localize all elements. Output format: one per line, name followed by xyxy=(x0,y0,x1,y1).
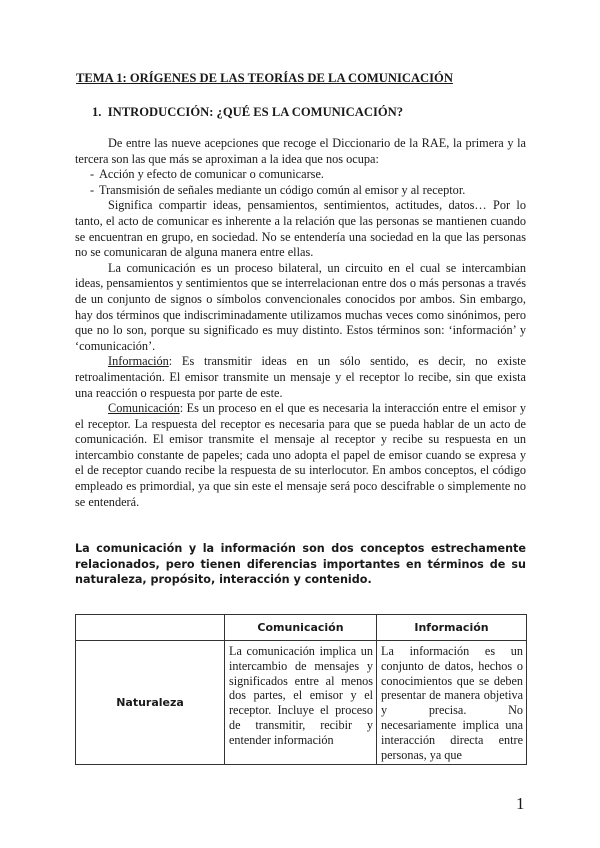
table-row xyxy=(76,641,527,765)
table-header-informacion: Información xyxy=(377,615,527,641)
term-informacion: Información xyxy=(108,354,169,369)
section-number: 1. xyxy=(92,105,102,119)
paragraph-sharing: Significa compartir ideas, pensamientos, sentimientos, actitudes, datos… Por lo tanto, el acto de comunicar es inherente a la relación que las personas se mantienen cuando se encuentran en grupo, en sociedad. No se entendería una sociedad en la que las personas no se comunicaran de alguna manera entre ellas. xyxy=(75,198,526,260)
cell-text: La comunicación implica un intercambio de mensajes y significados entre al menos dos partes, el emisor y el receptor. Incluye el proceso de transmitir, recibir y entender información xyxy=(229,644,373,747)
table-header-comunicacion: Comunicación xyxy=(225,615,377,641)
page-number: 1 xyxy=(516,794,525,813)
cell-comunicacion xyxy=(225,641,377,765)
row-label-naturaleza: Naturaleza xyxy=(76,641,225,765)
list-item: - Transmisión de señales mediante un código común al emisor y al receptor. xyxy=(90,182,466,197)
table-header-empty xyxy=(76,615,225,641)
bold-summary: La comunicación y la información son dos conceptos estrechamente relacionados, pero tienen diferencias importantes en términos de su naturaleza, propósito, interacción y contenido. xyxy=(75,542,526,587)
table-header-row xyxy=(76,615,527,641)
body-text xyxy=(75,136,526,510)
section-heading-text: INTRODUCCIÓN: ¿QUÉ ES LA COMUNICACIÓN? xyxy=(107,105,404,119)
comparison-table xyxy=(75,614,527,765)
definition-list xyxy=(75,167,526,198)
cell-informacion xyxy=(377,641,527,765)
section-heading xyxy=(92,105,403,120)
paragraph-bilateral: La comunicación es un proceso bilateral, un circuito en el cual se intercambian ideas, pensamientos y sentimientos que se interrelacionan entre dos o más personas a través de un conjunto de signos o símbolos convencionales conocidos por ambos. Sin embargo, hay dos términos que indiscriminadamente utilizamos muchas veces como sinónimos, pero que no lo son, porque su significado es muy distinto. Estos términos son: ‘información’ y ‘comunicación’. xyxy=(75,260,526,353)
list-item: - Acción y efecto de comunicar o comunicarse. xyxy=(90,167,325,182)
document-title: TEMA 1: ORÍGENES DE LAS TEORÍAS DE LA COMUNICACIÓN xyxy=(76,71,453,85)
intro-paragraph: De entre las nueve acepciones que recoge el Diccionario de la RAE, la primera y la tercera son las que más se aproximan a la idea que nos ocupa: xyxy=(75,136,526,166)
paragraph-comunicacion: Comunicación: Es un proceso en el que es necesaria la interacción entre el emisor y el receptor. La respuesta del receptor es necesaria para que se pueda hablar de un acto de comunicación. El emisor transmite el mensaje al receptor y recibe su respuesta en un intercambio constante de papeles; cada uno adopta el papel de emisor cuando se expresa y el de receptor cuando recibe la respuesta de su interlocutor. En ambos conceptos, el código empleado es primordial, ya que sin este el mensaje será poco descifrable o simplemente no se entenderá. xyxy=(75,401,526,509)
cell-text: La información es un conjunto de datos, hechos o conocimientos que se deben presentar de manera objetiva y precisa. No necesariamente implica una interacción directa entre personas, ya que xyxy=(381,644,523,762)
term-comunicacion: Comunicación xyxy=(108,401,180,416)
paragraph-informacion: Información: Es transmitir ideas en un sólo sentido, es decir, no existe retroalimentación. El emisor transmite un mensaje y el receptor lo recibe, sin que exista una reacción o respuesta por parte de este. xyxy=(75,354,526,400)
